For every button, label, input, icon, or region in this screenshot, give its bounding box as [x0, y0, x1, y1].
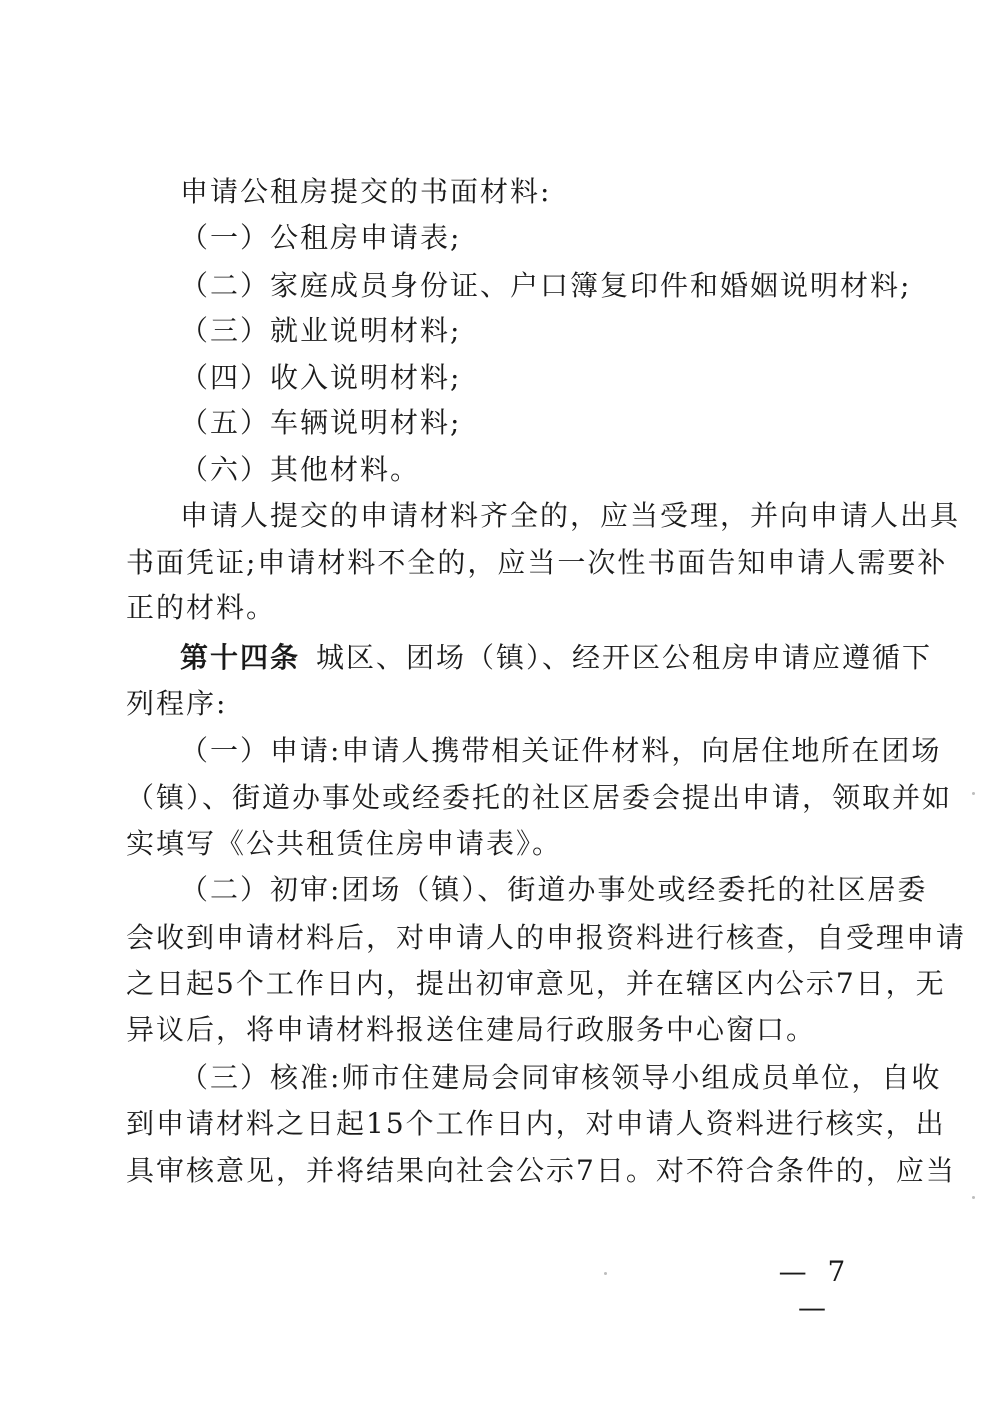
material-item-5: （五）车辆说明材料;	[180, 406, 462, 439]
acceptance-line-3: 正的材料。	[126, 591, 277, 624]
material-item-3: （三）就业说明材料;	[180, 314, 462, 347]
step-1-line-2: （镇）、街道办事处或经委托的社区居委会提出申请，领取并如	[126, 781, 953, 814]
article-14-line-1	[180, 640, 933, 676]
material-item-2: （二）家庭成员身份证、户口簿复印件和婚姻说明材料;	[180, 269, 912, 302]
step-2-line-4: 异议后，将申请材料报送住建局行政服务中心窗口。	[126, 1013, 817, 1046]
article-14-text: 城区、团场（镇）、经开区公租房申请应遵循下	[316, 641, 933, 674]
acceptance-line-1: 申请人提交的申请材料齐全的，应当受理，并向申请人出具	[180, 499, 961, 532]
step-3-line-2: 到申请材料之日起15个工作日内，对申请人资料进行核实，出	[126, 1107, 946, 1140]
section-title: 申请公租房提交的书面材料:	[180, 175, 552, 208]
article-14-line-2: 列程序:	[126, 687, 228, 720]
scan-speck	[972, 792, 975, 795]
article-14-heading: 第十四条	[180, 641, 301, 674]
step-1-line-3: 实填写《公共租赁住房申请表》。	[126, 827, 563, 860]
material-item-4: （四）收入说明材料;	[180, 361, 462, 394]
step-1-line-1: （一）申请:申请人携带相关证件材料，向居住地所在团场	[180, 734, 942, 767]
scan-speck	[972, 1196, 975, 1199]
material-item-6: （六）其他材料。	[180, 453, 421, 486]
scan-speck	[604, 1272, 607, 1275]
step-2-line-3: 之日起5个工作日内，提出初审意见，并在辖区内公示7日，无	[126, 967, 946, 1000]
acceptance-line-2: 书面凭证;申请材料不全的，应当一次性书面告知申请人需要补	[126, 546, 948, 579]
material-item-1: （一）公租房申请表;	[180, 221, 462, 254]
step-3-line-3: 具审核意见，并将结果向社会公示7日。对不符合条件的，应当	[126, 1154, 956, 1187]
page-number: — 7 —	[778, 1255, 852, 1324]
step-3-line-1: （三）核准:师市住建局会同审核领导小组成员单位，自收	[180, 1061, 942, 1094]
step-2-line-1: （二）初审:团场（镇）、街道办事处或经委托的社区居委	[180, 873, 928, 906]
step-2-line-2: 会收到申请材料后，对申请人的申报资料进行核查，自受理申请	[126, 921, 967, 954]
